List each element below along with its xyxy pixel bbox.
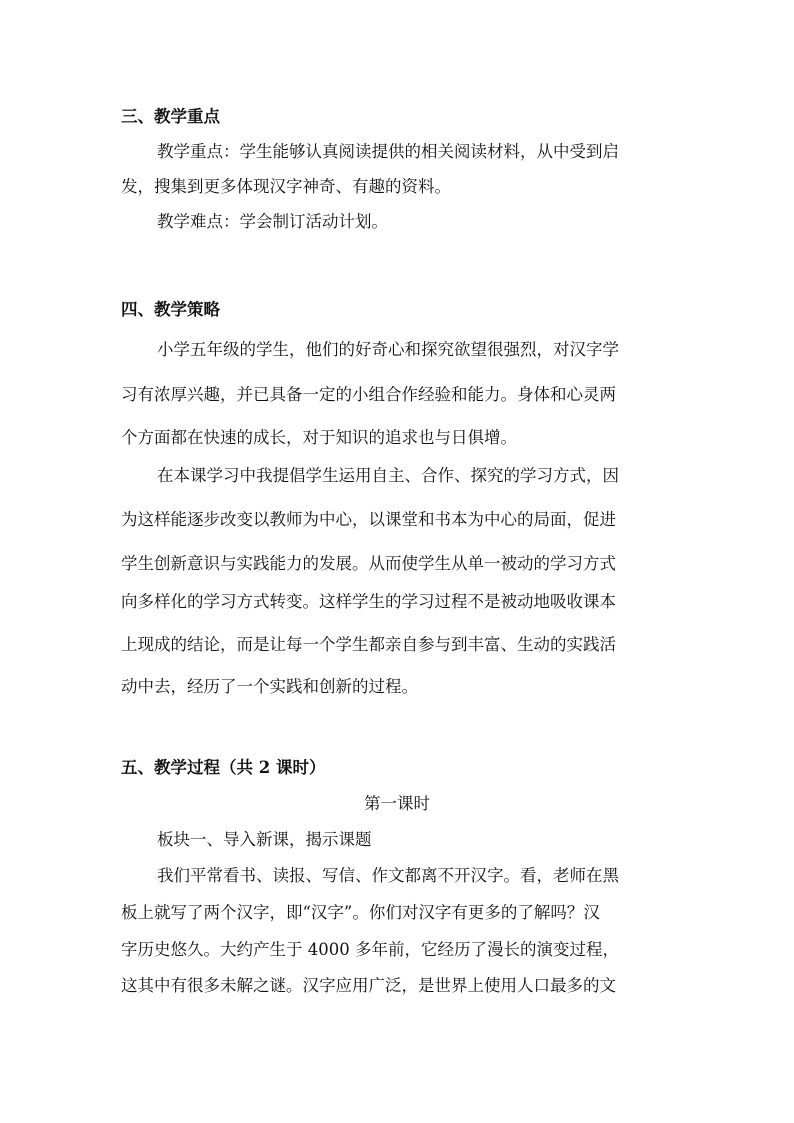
- paragraph-line: 小学五年级的学生，他们的好奇心和探究欲望很强烈，对汉字学: [157, 340, 619, 359]
- paragraph-line: 这其中有很多未解之谜。汉字应用广泛，是世界上使用人口最多的文: [121, 976, 616, 995]
- paragraph-line: 我们平常看书、读报、写信、作文都离不开汉字。看，老师在黑: [157, 866, 619, 885]
- module-heading: 板块一、导入新课，揭示课题: [157, 830, 372, 849]
- section-heading-teaching-focus: 三、教学重点: [121, 107, 220, 126]
- lesson-subheading: 第一课时: [364, 794, 430, 813]
- paragraph-line: 发，搜集到更多体现汉字神奇、有趣的资料。: [121, 177, 451, 196]
- paragraph-line: 动中去，经历了一个实践和创新的过程。: [121, 677, 418, 696]
- section-heading-teaching-strategy: 四、教学策略: [121, 300, 220, 319]
- section-heading-teaching-process: 五、教学过程（共 2 课时）: [121, 758, 326, 777]
- paragraph-line: 字历史悠久。大约产生于 4000 多年前，它经历了漫长的演变过程，: [121, 940, 619, 959]
- paragraph-line: 为这样能逐步改变以教师为中心，以课堂和书本为中心的局面，促进: [121, 510, 616, 529]
- paragraph-line: 习有浓厚兴趣，并已具备一定的小组合作经验和能力。身体和心灵两: [121, 385, 616, 404]
- paragraph-line: 教学重点：学生能够认真阅读提供的相关阅读材料，从中受到启: [157, 142, 619, 161]
- paragraph-line: 在本课学习中我提倡学生运用自主、合作、探究的学习方式，因: [157, 466, 619, 485]
- paragraph-line: 学生创新意识与实践能力的发展。从而使学生从单一被动的学习方式: [121, 554, 616, 573]
- paragraph-line: 教学难点：学会制订活动计划。: [157, 212, 388, 231]
- paragraph-line: 板上就写了两个汉字，即“汉字”。你们对汉字有更多的了解吗？汉: [121, 903, 600, 922]
- paragraph-line: 向多样化的学习方式转变。这样学生的学习过程不是被动地吸收课本: [121, 592, 616, 611]
- paragraph-line: 上现成的结论，而是让每一个学生都亲自参与到丰富、生动的实践活: [121, 635, 616, 654]
- paragraph-line: 个方面都在快速的成长，对于知识的追求也与日俱增。: [121, 428, 517, 447]
